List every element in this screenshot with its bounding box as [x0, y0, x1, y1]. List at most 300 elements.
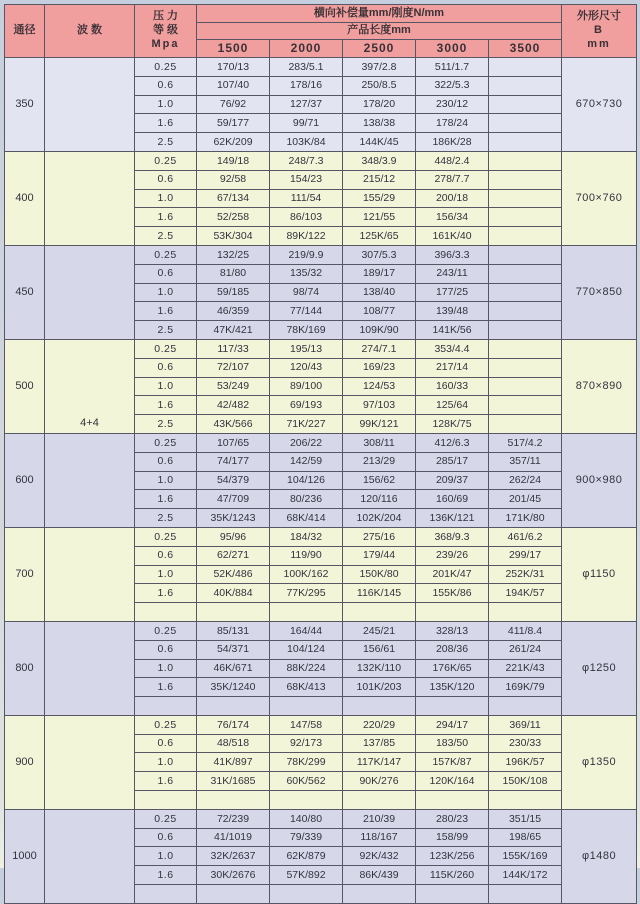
value-cell: 53/249 [197, 377, 270, 396]
value-cell: 169K/79 [489, 678, 562, 697]
value-cell: 511/1.7 [416, 58, 489, 77]
value-cell: 117K/147 [343, 753, 416, 772]
pressure-cell [135, 885, 197, 904]
value-cell: 62K/209 [197, 133, 270, 152]
waves-value [45, 147, 134, 151]
value-cell: 109K/90 [343, 321, 416, 340]
pressure-cell [135, 697, 197, 716]
value-cell: 118/167 [343, 828, 416, 847]
header-compensation-title: 横向补偿量mm/刚度N/mm [197, 5, 562, 23]
value-cell [197, 697, 270, 716]
pressure-cell: 0.6 [135, 734, 197, 753]
header-pressure [135, 5, 197, 58]
value-cell [270, 697, 343, 716]
value-cell: 111/54 [270, 189, 343, 208]
waves-cell [45, 809, 135, 903]
value-cell: 154/23 [270, 170, 343, 189]
value-cell [343, 697, 416, 716]
value-cell: 46/359 [197, 302, 270, 321]
value-cell: 60K/562 [270, 772, 343, 791]
value-cell: 275/16 [343, 527, 416, 546]
value-cell: 107/65 [197, 433, 270, 452]
value-cell: 353/4.4 [416, 339, 489, 358]
value-cell [416, 697, 489, 716]
table-row [5, 245, 637, 264]
value-cell: 157K/87 [416, 753, 489, 772]
value-cell: 196K/57 [489, 753, 562, 772]
pressure-cell: 1.6 [135, 302, 197, 321]
pressure-cell: 0.6 [135, 640, 197, 659]
value-cell [489, 603, 562, 622]
table-row [5, 151, 637, 170]
value-cell: 160/33 [416, 377, 489, 396]
value-cell: 95/96 [197, 527, 270, 546]
value-cell: 79/339 [270, 828, 343, 847]
value-cell [489, 321, 562, 340]
dimension-cell: φ1350 [562, 715, 637, 809]
value-cell: 41/1019 [197, 828, 270, 847]
value-cell: 147/58 [270, 715, 343, 734]
value-cell: 194K/57 [489, 584, 562, 603]
value-cell: 92/58 [197, 170, 270, 189]
value-cell: 357/11 [489, 452, 562, 471]
value-cell: 69/193 [270, 396, 343, 415]
pressure-cell: 2.5 [135, 509, 197, 528]
pressure-cell: 1.6 [135, 584, 197, 603]
value-cell: 116K/145 [343, 584, 416, 603]
value-cell: 132/25 [197, 245, 270, 264]
pressure-cell: 1.0 [135, 377, 197, 396]
value-cell [343, 603, 416, 622]
value-cell: 164/44 [270, 621, 343, 640]
waves-value: 4+4 [80, 416, 99, 429]
value-cell [416, 603, 489, 622]
value-cell: 308/11 [343, 433, 416, 452]
value-cell: 68K/414 [270, 509, 343, 528]
waves-value [45, 241, 134, 245]
diameter-cell: 450 [5, 245, 45, 339]
value-cell: 171K/80 [489, 509, 562, 528]
value-cell: 369/11 [489, 715, 562, 734]
header-outer-dimension [562, 5, 637, 58]
value-cell: 170/13 [197, 58, 270, 77]
value-cell: 161K/40 [416, 227, 489, 246]
table-row [5, 809, 637, 828]
value-cell [489, 114, 562, 133]
value-cell: 155/29 [343, 189, 416, 208]
value-cell [197, 791, 270, 810]
value-cell [197, 885, 270, 904]
value-cell: 213/29 [343, 452, 416, 471]
value-cell: 125K/65 [343, 227, 416, 246]
value-cell: 35K/1243 [197, 509, 270, 528]
waves-cell [45, 339, 135, 433]
value-cell: 59/177 [197, 114, 270, 133]
value-cell [489, 697, 562, 716]
pressure-cell [135, 603, 197, 622]
pressure-cell: 1.6 [135, 490, 197, 509]
value-cell: 198/65 [489, 828, 562, 847]
value-cell: 30K/2676 [197, 866, 270, 885]
header-length-2000: 2000 [270, 40, 343, 58]
value-cell: 294/17 [416, 715, 489, 734]
table-header [5, 5, 637, 58]
value-cell: 103K/84 [270, 133, 343, 152]
value-cell: 461/6.2 [489, 527, 562, 546]
pressure-cell: 1.6 [135, 866, 197, 885]
pressure-cell: 0.25 [135, 621, 197, 640]
value-cell: 47/709 [197, 490, 270, 509]
value-cell: 221K/43 [489, 659, 562, 678]
dimension-cell: 700×760 [562, 151, 637, 245]
diameter-cell: 900 [5, 715, 45, 809]
value-cell: 101K/203 [343, 678, 416, 697]
value-cell: 53K/304 [197, 227, 270, 246]
value-cell: 140/80 [270, 809, 343, 828]
value-cell: 348/3.9 [343, 151, 416, 170]
table-row [5, 621, 637, 640]
value-cell: 448/2.4 [416, 151, 489, 170]
value-cell: 43K/566 [197, 415, 270, 434]
header-diameter: 通径 [5, 5, 45, 58]
value-cell: 125/64 [416, 396, 489, 415]
waves-value [45, 523, 134, 527]
value-cell: 68K/413 [270, 678, 343, 697]
value-cell: 76/92 [197, 95, 270, 114]
value-cell: 250/8.5 [343, 76, 416, 95]
value-cell [489, 264, 562, 283]
value-cell: 89/100 [270, 377, 343, 396]
value-cell: 261/24 [489, 640, 562, 659]
value-cell: 139/48 [416, 302, 489, 321]
pressure-cell: 1.6 [135, 114, 197, 133]
value-cell: 80/236 [270, 490, 343, 509]
bellows-spec-table [4, 4, 637, 904]
diameter-cell: 350 [5, 58, 45, 152]
pressure-cell: 1.6 [135, 396, 197, 415]
value-cell: 517/4.2 [489, 433, 562, 452]
value-cell [489, 151, 562, 170]
value-cell: 42/482 [197, 396, 270, 415]
value-cell: 201/45 [489, 490, 562, 509]
value-cell: 99K/121 [343, 415, 416, 434]
header-pressure-line1: 压 力 [152, 10, 179, 23]
pressure-cell: 1.0 [135, 471, 197, 490]
value-cell: 97/103 [343, 396, 416, 415]
value-cell: 230/12 [416, 95, 489, 114]
value-cell: 120K/164 [416, 772, 489, 791]
value-cell: 100K/162 [270, 565, 343, 584]
value-cell [489, 791, 562, 810]
value-cell: 183/50 [416, 734, 489, 753]
value-cell [489, 396, 562, 415]
value-cell [489, 245, 562, 264]
diameter-cell: 500 [5, 339, 45, 433]
value-cell: 67/134 [197, 189, 270, 208]
value-cell [489, 189, 562, 208]
pressure-cell: 1.6 [135, 772, 197, 791]
value-cell: 220/29 [343, 715, 416, 734]
value-cell: 124/53 [343, 377, 416, 396]
value-cell: 46K/671 [197, 659, 270, 678]
value-cell: 72/239 [197, 809, 270, 828]
value-cell [489, 95, 562, 114]
waves-cell [45, 621, 135, 715]
value-cell [270, 603, 343, 622]
value-cell [343, 885, 416, 904]
value-cell: 201K/47 [416, 565, 489, 584]
value-cell: 98/74 [270, 283, 343, 302]
table-body [5, 58, 637, 904]
value-cell: 396/3.3 [416, 245, 489, 264]
value-cell: 54/379 [197, 471, 270, 490]
dimension-cell: φ1150 [562, 527, 637, 621]
pressure-cell: 0.25 [135, 58, 197, 77]
value-cell: 35K/1240 [197, 678, 270, 697]
waves-cell [45, 527, 135, 621]
value-cell: 41K/897 [197, 753, 270, 772]
value-cell: 76/174 [197, 715, 270, 734]
value-cell: 178/24 [416, 114, 489, 133]
value-cell: 155K/169 [489, 847, 562, 866]
value-cell: 81/80 [197, 264, 270, 283]
value-cell [489, 302, 562, 321]
value-cell: 72/107 [197, 358, 270, 377]
value-cell: 62K/879 [270, 847, 343, 866]
pressure-cell: 0.6 [135, 358, 197, 377]
value-cell: 138/38 [343, 114, 416, 133]
value-cell: 262/24 [489, 471, 562, 490]
value-cell [270, 885, 343, 904]
header-waves: 波 数 [45, 5, 135, 58]
value-cell: 208/36 [416, 640, 489, 659]
value-cell: 209/37 [416, 471, 489, 490]
pressure-cell: 1.0 [135, 283, 197, 302]
value-cell [489, 377, 562, 396]
value-cell: 89K/122 [270, 227, 343, 246]
value-cell [416, 885, 489, 904]
value-cell: 32K/2637 [197, 847, 270, 866]
value-cell: 77/144 [270, 302, 343, 321]
pressure-cell: 0.25 [135, 715, 197, 734]
dimension-cell: 770×850 [562, 245, 637, 339]
pressure-cell: 0.25 [135, 339, 197, 358]
value-cell: 54/371 [197, 640, 270, 659]
pressure-cell: 2.5 [135, 415, 197, 434]
table-row [5, 339, 637, 358]
pressure-cell: 1.0 [135, 189, 197, 208]
value-cell: 123K/256 [416, 847, 489, 866]
value-cell: 158/99 [416, 828, 489, 847]
diameter-cell: 1000 [5, 809, 45, 903]
value-cell: 219/9.9 [270, 245, 343, 264]
value-cell: 92K/432 [343, 847, 416, 866]
value-cell: 397/2.8 [343, 58, 416, 77]
pressure-cell: 1.6 [135, 208, 197, 227]
dimension-cell: 870×890 [562, 339, 637, 433]
waves-cell [45, 58, 135, 152]
value-cell: 322/5.3 [416, 76, 489, 95]
value-cell [197, 603, 270, 622]
value-cell: 248/7.3 [270, 151, 343, 170]
value-cell: 169/23 [343, 358, 416, 377]
value-cell [343, 791, 416, 810]
waves-value [45, 899, 134, 903]
pressure-cell: 1.6 [135, 678, 197, 697]
value-cell: 142/59 [270, 452, 343, 471]
table-row [5, 715, 637, 734]
scanned-spec-page [4, 4, 636, 881]
value-cell: 120/116 [343, 490, 416, 509]
value-cell: 243/11 [416, 264, 489, 283]
value-cell: 74/177 [197, 452, 270, 471]
value-cell: 88K/224 [270, 659, 343, 678]
pressure-cell: 0.6 [135, 76, 197, 95]
header-length-2500: 2500 [343, 40, 416, 58]
value-cell: 280/23 [416, 809, 489, 828]
value-cell: 230/33 [489, 734, 562, 753]
value-cell: 184/32 [270, 527, 343, 546]
value-cell: 179/44 [343, 546, 416, 565]
diameter-cell: 700 [5, 527, 45, 621]
value-cell: 210/39 [343, 809, 416, 828]
value-cell: 119/90 [270, 546, 343, 565]
waves-value [45, 711, 134, 715]
value-cell: 90K/276 [343, 772, 416, 791]
header-dim-line3: mm [587, 37, 611, 50]
value-cell: 132K/110 [343, 659, 416, 678]
value-cell: 120/43 [270, 358, 343, 377]
value-cell: 104/126 [270, 471, 343, 490]
table-row [5, 527, 637, 546]
value-cell: 92/173 [270, 734, 343, 753]
value-cell [489, 358, 562, 377]
value-cell: 178/20 [343, 95, 416, 114]
value-cell: 351/15 [489, 809, 562, 828]
value-cell [489, 415, 562, 434]
value-cell: 108/77 [343, 302, 416, 321]
waves-value [45, 617, 134, 621]
dimension-cell: 900×980 [562, 433, 637, 527]
value-cell: 178/16 [270, 76, 343, 95]
pressure-cell: 0.25 [135, 527, 197, 546]
value-cell: 59/185 [197, 283, 270, 302]
value-cell: 115K/260 [416, 866, 489, 885]
header-length-3500: 3500 [489, 40, 562, 58]
value-cell: 117/33 [197, 339, 270, 358]
header-length-3000: 3000 [416, 40, 489, 58]
value-cell: 177/25 [416, 283, 489, 302]
waves-cell [45, 433, 135, 527]
value-cell: 141K/56 [416, 321, 489, 340]
value-cell: 86/103 [270, 208, 343, 227]
value-cell: 156/34 [416, 208, 489, 227]
value-cell: 78K/169 [270, 321, 343, 340]
header-pressure-line2: 等 级 [152, 24, 179, 37]
value-cell [270, 791, 343, 810]
value-cell: 283/5.1 [270, 58, 343, 77]
pressure-cell: 0.25 [135, 809, 197, 828]
value-cell: 176K/65 [416, 659, 489, 678]
value-cell: 215/12 [343, 170, 416, 189]
value-cell: 52/258 [197, 208, 270, 227]
pressure-cell: 1.0 [135, 565, 197, 584]
dimension-cell: 670×730 [562, 58, 637, 152]
value-cell: 144K/172 [489, 866, 562, 885]
diameter-cell: 800 [5, 621, 45, 715]
value-cell: 195/13 [270, 339, 343, 358]
value-cell: 160/69 [416, 490, 489, 509]
value-cell: 239/26 [416, 546, 489, 565]
value-cell: 136K/121 [416, 509, 489, 528]
value-cell: 189/17 [343, 264, 416, 283]
dimension-cell: φ1480 [562, 809, 637, 903]
value-cell: 52K/486 [197, 565, 270, 584]
value-cell: 48/518 [197, 734, 270, 753]
header-dim-line1: 外形尺寸 [577, 10, 622, 23]
value-cell [489, 208, 562, 227]
header-pressure-line3: Mpa [151, 37, 180, 50]
value-cell: 99/71 [270, 114, 343, 133]
value-cell: 200/18 [416, 189, 489, 208]
value-cell [489, 885, 562, 904]
value-cell [489, 227, 562, 246]
value-cell: 71K/227 [270, 415, 343, 434]
pressure-cell: 0.6 [135, 264, 197, 283]
diameter-cell: 600 [5, 433, 45, 527]
value-cell: 31K/1685 [197, 772, 270, 791]
pressure-cell: 0.6 [135, 452, 197, 471]
value-cell: 40K/884 [197, 584, 270, 603]
value-cell: 77K/295 [270, 584, 343, 603]
value-cell: 135K/120 [416, 678, 489, 697]
value-cell: 137/85 [343, 734, 416, 753]
value-cell [489, 339, 562, 358]
value-cell: 156/61 [343, 640, 416, 659]
value-cell: 328/13 [416, 621, 489, 640]
value-cell: 245/21 [343, 621, 416, 640]
value-cell [489, 133, 562, 152]
pressure-cell: 0.25 [135, 245, 197, 264]
value-cell [489, 76, 562, 95]
table-row [5, 58, 637, 77]
value-cell: 155K/86 [416, 584, 489, 603]
value-cell: 121/55 [343, 208, 416, 227]
header-product-length: 产品长度mm [197, 23, 562, 40]
pressure-cell: 0.6 [135, 170, 197, 189]
value-cell [416, 791, 489, 810]
pressure-cell: 2.5 [135, 321, 197, 340]
value-cell: 85/131 [197, 621, 270, 640]
value-cell: 285/17 [416, 452, 489, 471]
value-cell: 86K/439 [343, 866, 416, 885]
pressure-cell: 2.5 [135, 227, 197, 246]
value-cell: 252K/31 [489, 565, 562, 584]
waves-cell [45, 245, 135, 339]
value-cell: 274/7.1 [343, 339, 416, 358]
value-cell: 299/17 [489, 546, 562, 565]
value-cell: 62/271 [197, 546, 270, 565]
dimension-cell: φ1250 [562, 621, 637, 715]
value-cell: 135/32 [270, 264, 343, 283]
value-cell [489, 58, 562, 77]
waves-cell [45, 151, 135, 245]
waves-cell [45, 715, 135, 809]
value-cell: 107/40 [197, 76, 270, 95]
value-cell: 150K/108 [489, 772, 562, 791]
diameter-cell: 400 [5, 151, 45, 245]
value-cell: 411/8.4 [489, 621, 562, 640]
